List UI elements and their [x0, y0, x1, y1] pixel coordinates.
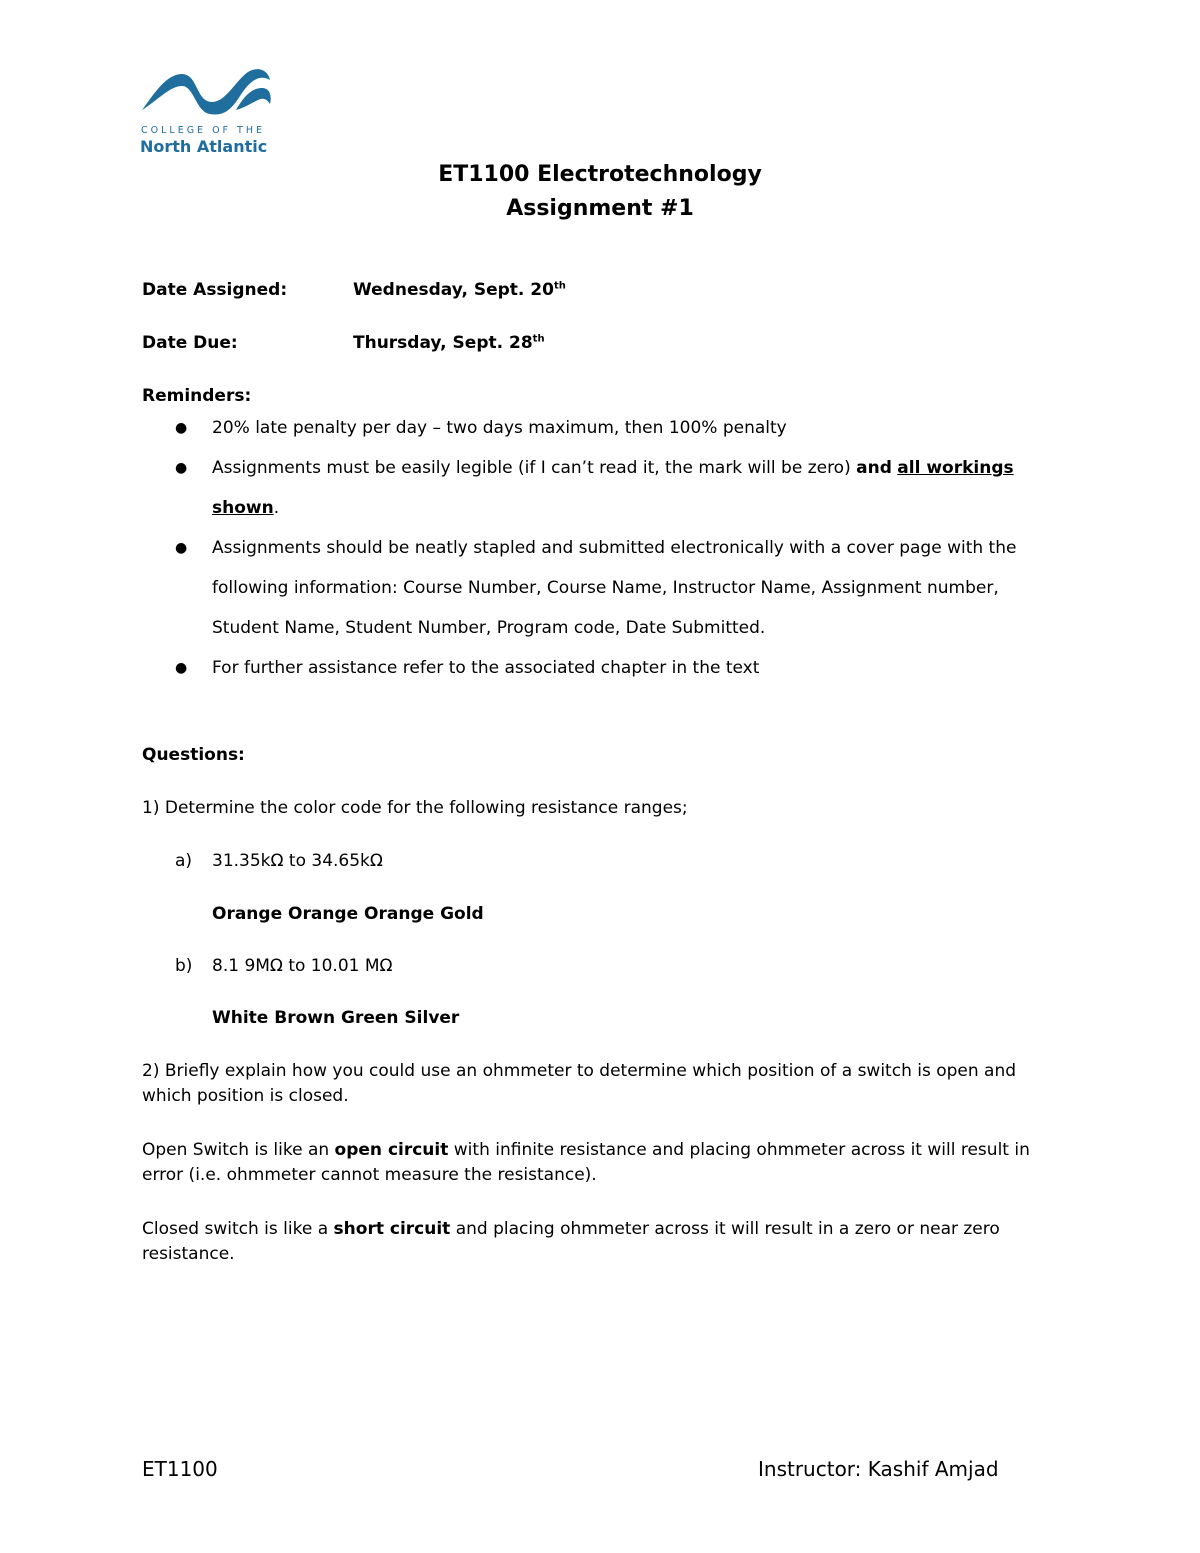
- svg-text:North Atlantic: North Atlantic: [140, 137, 268, 156]
- footer-course: ET1100: [142, 1457, 218, 1481]
- bullet-icon: ●: [175, 540, 188, 556]
- svg-text:COLLEGE OF THE: COLLEGE OF THE: [141, 125, 265, 136]
- answer-2-closed: Closed switch is like a short circuit and placing ohmmeter across it will result in a zero or near zero resistance.: [142, 1219, 1000, 1264]
- date-assigned-row: [142, 280, 566, 300]
- reminders-list: [142, 408, 1042, 688]
- reminders-heading: Reminders:: [142, 386, 252, 406]
- list-item: ● Assignments must be easily legible (if I can’t read it, the mark will be zero) and all workings shown.: [142, 448, 1042, 528]
- college-logo: [140, 66, 280, 156]
- date-due-value: Thursday, Sept. 28th: [353, 333, 545, 353]
- date-due-label: Date Due:: [142, 333, 238, 353]
- date-assigned-label: Date Assigned:: [142, 280, 288, 300]
- date-assigned-value: Wednesday, Sept. 20th: [353, 280, 566, 300]
- bullet-icon: ●: [175, 420, 188, 436]
- title-block: [0, 158, 1200, 226]
- date-due-row: [142, 333, 545, 353]
- question-2: 2) Briefly explain how you could use an ohmmeter to determine which position of a switch is open and which position is closed.: [142, 1061, 1017, 1106]
- list-item: ● 20% late penalty per day – two days maximum, then 100% penalty: [142, 408, 1042, 448]
- questions-heading: Questions:: [142, 745, 245, 765]
- answer-2-open: Open Switch is like an open circuit with infinite resistance and placing ohmmeter across it will result in error (i.e. ohmmeter cannot measure the resistance).: [142, 1140, 1030, 1185]
- course-title: ET1100 Electrotechnology: [438, 162, 762, 187]
- bullet-icon: ●: [175, 660, 188, 676]
- list-item: ● Assignments should be neatly stapled and submitted electronically with a cover page with the following information: Course Number, Course Name, Instructor Name, Assignment number, Student Name, Student Number, Program code, Date Submitted.: [142, 528, 1042, 648]
- list-item: ● For further assistance refer to the associated chapter in the text: [142, 648, 1042, 688]
- wave-logo-icon: [140, 66, 280, 156]
- bullet-icon: ●: [175, 460, 188, 476]
- footer-instructor: Instructor: Kashif Amjad: [758, 1457, 999, 1481]
- question-1: 1) Determine the color code for the following resistance ranges;: [142, 798, 688, 818]
- document-page: COLLEGE OF THE North Atlantic ET1100 Electrotechnology Assignment #1 Date Assigned: Wednesday, Sept. 20th Date Due: Thursday, Sept. 28th Reminders: ● 20% late penalty per day – two days maximum, then 100% penalty ● Assignments must be easily legible (if I can’t read it, the mark will be zero) and all workings shown. ● Assignments should be neatly stapled and submitted electronically with a cover page with the following information: Course Number, Course Name, Instructor Name, Assignment number, Student Name, Student Number, Program code, Date Submitted. ● For further assistance refer to the associated chapter in the text Questions: 1) Determine the color code for the following resistance ranges; a) 31.35kΩ to 34.65kΩ Orange Orange Orange Gold b) 8.1 9MΩ to 10.01 MΩ White Brown Green Silver 2) Briefly explain how you could use an ohmmeter to determine which position of a switch is open and which position is closed. Open Switch is like an open circuit with infinite resistance and placing ohmmeter across it will result in error (i.e. ohmmeter cannot measure the resistance). Closed switch is like a short circuit and placing ohmmeter across it will result in a zero or near zero resistance. ET1100 Instructor: Kashif Amjad: [0, 0, 1200, 1553]
- assignment-title: Assignment #1: [506, 196, 694, 221]
